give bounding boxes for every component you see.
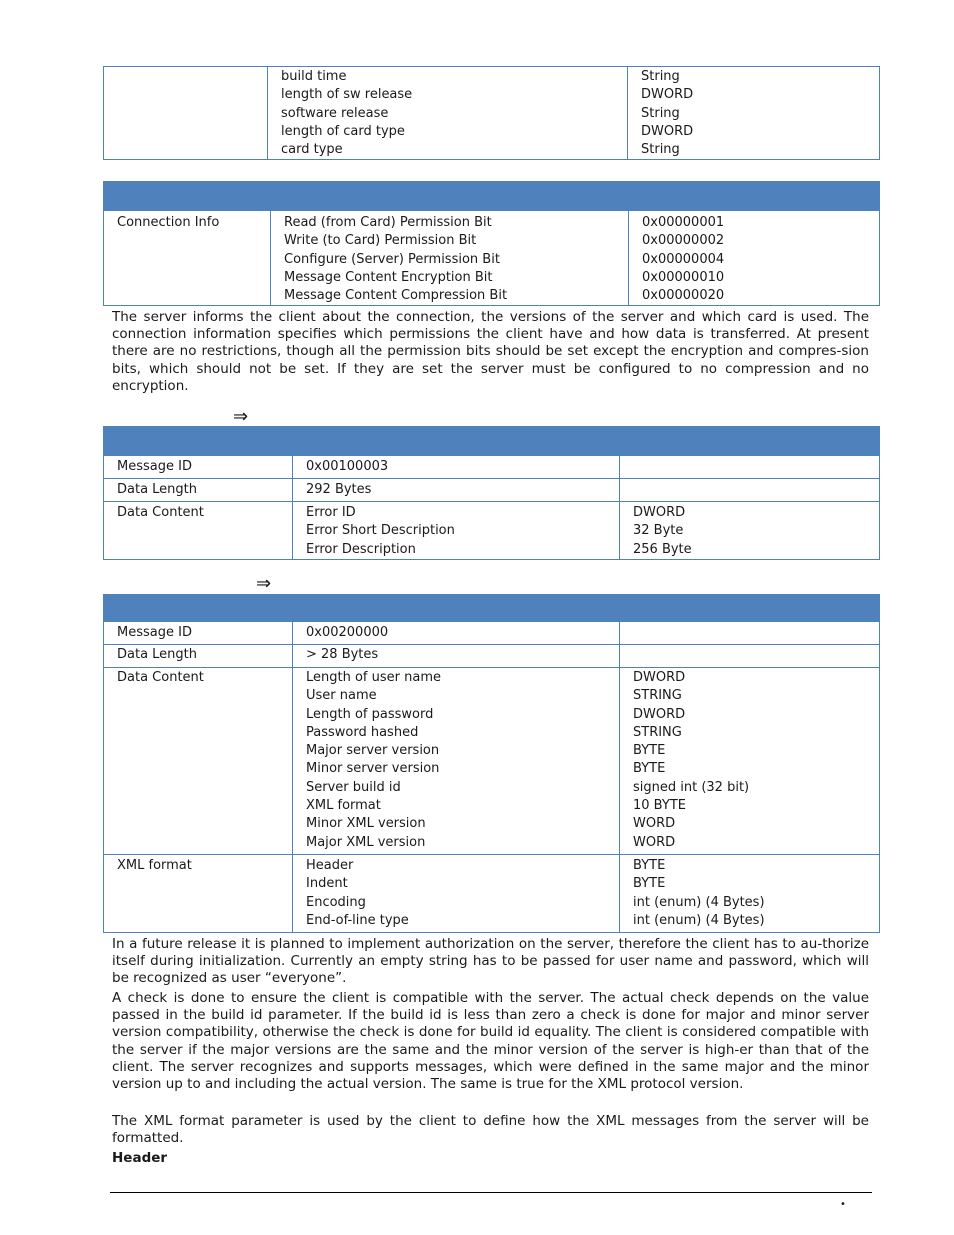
xml-field-type: BYTE (633, 876, 666, 892)
field-type: String (641, 105, 680, 121)
field-type: DWORD (633, 670, 686, 685)
field-name: software release (281, 105, 389, 121)
xml-field-name: Encoding (306, 894, 366, 910)
field-name: User name (306, 688, 377, 704)
header-heading: Header (112, 1150, 168, 1166)
xml-field-name: End-of-line type (306, 912, 409, 928)
connection-info-label: Connection Info (117, 215, 220, 230)
field-name: card type (281, 142, 343, 158)
field-type: String (641, 142, 680, 158)
field-name: Major server version (306, 743, 440, 759)
field-name: length of sw release (281, 87, 413, 103)
table-header-bar (104, 595, 880, 622)
permission-bit-value: 0x00000004 (642, 251, 725, 267)
field-type: DWORD (633, 706, 686, 722)
field-name: build time (281, 69, 347, 84)
arrow-icon: ⇒ (256, 573, 272, 594)
table-header-bar (104, 182, 880, 211)
field-type: WORD (633, 816, 676, 832)
xml-format-paragraph: The XML format parameter is used by the client to define how the XML messages from the server will be formatted. (112, 1113, 869, 1147)
field-name: Length of user name (306, 670, 441, 685)
data-content-label: Data Content (117, 670, 204, 685)
field-type: String (641, 69, 680, 84)
xml-field-name: Header (306, 858, 354, 873)
xml-field-type: int (enum) (4 Bytes) (633, 894, 765, 910)
field-name: Major XML version (306, 834, 426, 850)
connection-paragraph: The server informs the client about the connection, the versions of the server and which card is used. The connection information specifies which permissions the client have and how data is transferred. At present there are no restrictions, though all the permission bits should be set except the encryption and compres-sion bits, which should not be set. If they are set the server must be configured to no compression and no encryption. (112, 309, 869, 394)
xml-field-type: BYTE (633, 858, 666, 873)
footer-rule (110, 1192, 872, 1193)
field-type: STRING (633, 688, 682, 704)
data-length-label: Data Length (117, 647, 198, 662)
xml-format-label: XML format (117, 858, 192, 873)
permission-bit-name: Write (to Card) Permission Bit (284, 233, 477, 249)
field-type: 32 Byte (633, 523, 684, 539)
field-name: Minor server version (306, 761, 440, 777)
field-type: signed int (32 bit) (633, 779, 750, 795)
field-type: DWORD (633, 505, 686, 520)
permission-bit-value: 0x00000001 (642, 215, 725, 230)
field-name: XML format (306, 798, 381, 814)
field-name: Password hashed (306, 724, 419, 740)
field-name: Server build id (306, 779, 401, 795)
field-type: WORD (633, 834, 676, 850)
compatibility-paragraph: A check is done to ensure the client is compatible with the server. The actual check depends on the value passed in the build id parameter. If the build id is less than zero a check is done for major and minor server version compatibility, otherwise the check is done for build id equality. The client is considered compatible with the server if the major versions are the same and the minor version of the server is high-er than that of the client. The server recognizes and supports messages, which were defined in the same major and the minor version up to and including the actual version. The same is true for the XML protocol version. (112, 990, 869, 1093)
arrow-icon: ⇒ (233, 406, 249, 427)
field-type: 10 BYTE (633, 798, 686, 814)
permission-bit-value: 0x00000020 (642, 288, 725, 304)
message-id-value: 0x00200000 (306, 625, 389, 640)
xml-field-name: Indent (306, 876, 348, 892)
field-type: 256 Byte (633, 541, 692, 557)
field-type: BYTE (633, 743, 666, 759)
xml-field-type: int (enum) (4 Bytes) (633, 912, 765, 928)
message-id-label: Message ID (117, 625, 192, 640)
data-length-label: Data Length (117, 482, 198, 497)
connection-info-table (103, 181, 880, 306)
field-name: Length of password (306, 706, 434, 722)
field-name: Minor XML version (306, 816, 426, 832)
field-name: Error ID (306, 505, 356, 520)
permission-bit-name: Message Content Encryption Bit (284, 269, 493, 285)
field-name: Error Description (306, 541, 416, 557)
table-cell-empty (104, 67, 268, 160)
field-type: DWORD (641, 87, 694, 103)
message-id-value: 0x00100003 (306, 459, 389, 474)
permission-bit-value: 0x00000002 (642, 233, 725, 249)
field-type: STRING (633, 724, 682, 740)
error-message-table (103, 426, 880, 560)
field-type: BYTE (633, 761, 666, 777)
init-message-table (103, 594, 880, 933)
authorization-paragraph: In a future release it is planned to implement authorization on the server, therefore the client has to au-thorize itself during initialization. Currently an empty string has to be passed for user name and password, which will be recognized as user “everyone”. (112, 936, 869, 987)
data-length-value: > 28 Bytes (306, 647, 379, 662)
permission-bit-name: Read (from Card) Permission Bit (284, 215, 492, 230)
field-name: Error Short Description (306, 523, 455, 539)
build-info-table (103, 66, 880, 160)
message-id-label: Message ID (117, 459, 192, 474)
footer-bullet: • (840, 1199, 846, 1210)
permission-bit-name: Message Content Compression Bit (284, 288, 508, 304)
field-type: DWORD (641, 123, 694, 139)
permission-bit-name: Configure (Server) Permission Bit (284, 251, 500, 267)
field-name: length of card type (281, 123, 405, 139)
data-length-value: 292 Bytes (306, 482, 372, 497)
table-header-bar (104, 427, 880, 456)
permission-bit-value: 0x00000010 (642, 269, 725, 285)
data-content-label: Data Content (117, 505, 204, 520)
